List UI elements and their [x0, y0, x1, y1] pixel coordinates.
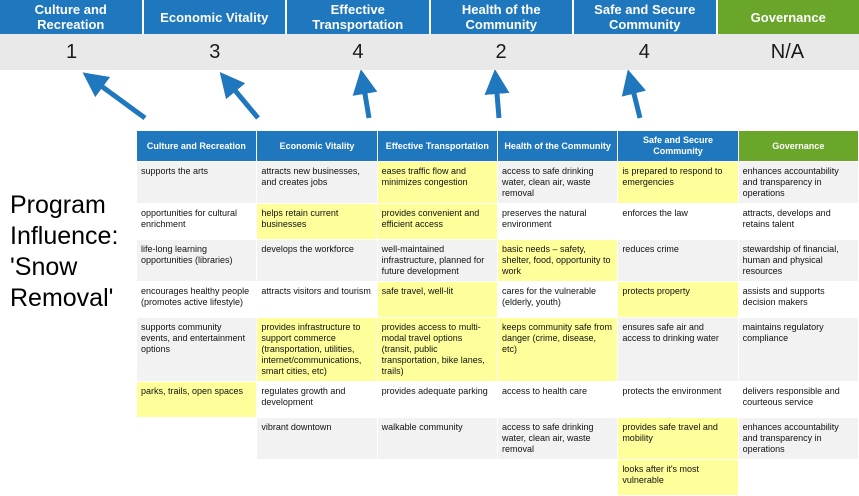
matrix-cell: enhances accountability and transparency in operations: [738, 162, 858, 204]
score-governance: N/A: [716, 34, 859, 70]
header-cell-health-of-the-community: [431, 0, 575, 34]
matrix-cell: attracts visitors and tourism: [257, 282, 377, 318]
arrow-health-of-the-community: [496, 82, 499, 118]
score-culture-and-recreation: 1: [0, 34, 143, 70]
matrix-cell: supports the arts: [137, 162, 257, 204]
matrix-cell: provides access to multi-modal travel options (transit, public transportation, bike lanes, trails): [377, 318, 497, 382]
matrix-cell: supports community events, and entertainment options: [137, 318, 257, 382]
matrix-cell: eases traffic flow and minimizes congestion: [377, 162, 497, 204]
arrows-svg: [0, 70, 859, 132]
table-row: [137, 204, 859, 240]
header-cell-effective-transportation: [287, 0, 431, 34]
arrow-safe-and-secure-community: [631, 82, 640, 118]
matrix-cell: access to health care: [497, 382, 617, 418]
matrix-cell: preserves the natural environment: [497, 204, 617, 240]
matrix-cell: develops the workforce: [257, 240, 377, 282]
score-effective-transportation: 4: [286, 34, 429, 70]
table-row: [137, 162, 859, 204]
header-label: Culture and Recreation: [4, 2, 138, 32]
matrix-cell: life-long learning opportunities (libraries): [137, 240, 257, 282]
matrix-cell: well-maintained infrastructure, planned for future development: [377, 240, 497, 282]
matrix-cell: access to safe drinking water, clean air, waste removal: [497, 418, 617, 460]
score-economic-vitality: 3: [143, 34, 286, 70]
arrows-layer: [0, 70, 859, 132]
matrix-cell: provides infrastructure to support commerce (transportation, utilities, internet/communications, smart cities, etc): [257, 318, 377, 382]
influence-matrix: [136, 131, 859, 496]
table-row: [137, 382, 859, 418]
matrix-cell: attracts new businesses, and creates jobs: [257, 162, 377, 204]
matrix-cell: enforces the law: [618, 204, 738, 240]
matrix-cell: reduces crime: [618, 240, 738, 282]
matrix-cell-empty: [137, 418, 257, 460]
matrix-cell: vibrant downtown: [257, 418, 377, 460]
header-cell-governance: [718, 0, 859, 34]
matrix-cell: protects property: [618, 282, 738, 318]
matrix-cell: provides safe travel and mobility: [618, 418, 738, 460]
matrix-header-safe-and-secure-community: Safe and Secure Community: [618, 131, 738, 162]
table-row: [137, 418, 859, 460]
strategy-header-band: [0, 0, 859, 34]
matrix-cell: opportunities for cultural enrichment: [137, 204, 257, 240]
matrix-cell: looks after it's most vulnerable: [618, 460, 738, 496]
header-cell-culture-and-recreation: [0, 0, 144, 34]
table-row: [137, 282, 859, 318]
program-influence-caption: Program Influence: 'Snow Removal': [10, 190, 135, 314]
matrix-cell: safe travel, well-lit: [377, 282, 497, 318]
table-row: [137, 240, 859, 282]
matrix-header-culture-and-recreation: Culture and Recreation: [137, 131, 257, 162]
matrix-header-health-of-the-community: Health of the Community: [497, 131, 617, 162]
header-cell-economic-vitality: [144, 0, 288, 34]
arrow-effective-transportation: [363, 82, 369, 118]
score-health-of-the-community: 2: [430, 34, 573, 70]
matrix-cell: walkable community: [377, 418, 497, 460]
matrix-cell: encourages healthy people (promotes active lifestyle): [137, 282, 257, 318]
matrix-cell: assists and supports decision makers: [738, 282, 858, 318]
matrix-header-row: [137, 131, 859, 162]
matrix-cell: basic needs – safety, shelter, food, opportunity to work: [497, 240, 617, 282]
matrix-header-economic-vitality: Economic Vitality: [257, 131, 377, 162]
arrow-economic-vitality: [228, 82, 258, 118]
header-label: Health of the Community: [435, 2, 569, 32]
header-label: Governance: [751, 10, 826, 25]
matrix-cell: is prepared to respond to emergencies: [618, 162, 738, 204]
matrix-cell: ensures safe air and access to drinking water: [618, 318, 738, 382]
matrix-cell: stewardship of financial, human and physical resources: [738, 240, 858, 282]
matrix-header-effective-transportation: Effective Transportation: [377, 131, 497, 162]
header-label: Effective Transportation: [291, 2, 425, 32]
matrix-cell: keeps community safe from danger (crime, disease, etc): [497, 318, 617, 382]
matrix-cell: delivers responsible and courteous service: [738, 382, 858, 418]
arrow-culture-and-recreation: [93, 80, 145, 118]
header-cell-safe-and-secure-community: [574, 0, 718, 34]
header-label: Safe and Secure Community: [578, 2, 712, 32]
score-band: [0, 34, 859, 70]
table-row: [137, 318, 859, 382]
matrix-cell: cares for the vulnerable (elderly, youth): [497, 282, 617, 318]
matrix-cell: parks, trails, open spaces: [137, 382, 257, 418]
matrix-header-governance: Governance: [738, 131, 858, 162]
matrix-cell: provides convenient and efficient access: [377, 204, 497, 240]
matrix-cell: helps retain current businesses: [257, 204, 377, 240]
matrix-cell: protects the environment: [618, 382, 738, 418]
matrix-cell: regulates growth and development: [257, 382, 377, 418]
matrix-cell: maintains regulatory compliance: [738, 318, 858, 382]
header-label: Economic Vitality: [160, 10, 268, 25]
matrix-cell: provides adequate parking: [377, 382, 497, 418]
matrix-cell: enhances accountability and transparency in operations: [738, 418, 858, 460]
matrix-cell: access to safe drinking water, clean air, waste removal: [497, 162, 617, 204]
score-safe-and-secure-community: 4: [573, 34, 716, 70]
matrix-cell: attracts, develops and retains talent: [738, 204, 858, 240]
